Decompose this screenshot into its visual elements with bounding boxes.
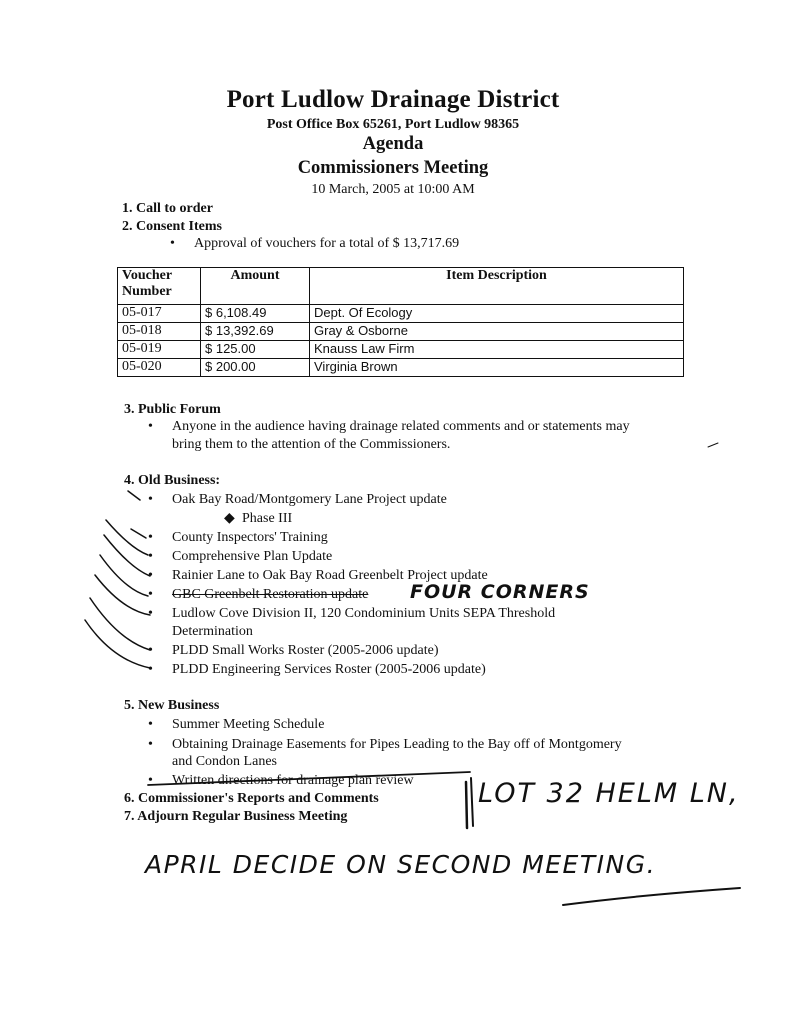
new-business-easements-line2: and Condon Lanes xyxy=(172,754,277,769)
header-item-description: Item Description xyxy=(310,268,684,305)
pen-tick xyxy=(128,491,140,500)
handwritten-april-note: APRIL DECIDE ON SECOND MEETING. xyxy=(145,850,657,879)
phase-label: Phase III xyxy=(242,511,293,526)
vertical-bar xyxy=(466,782,467,828)
old-business-engineering: • PLDD Engineering Services Roster (2005-2006 update) xyxy=(172,661,486,678)
pen-tick xyxy=(131,529,146,538)
address-line: Post Office Box 65261, Port Ludlow 98365 xyxy=(266,117,520,132)
handwritten-lot-32: LOT 32 HELM LN, xyxy=(478,778,740,809)
voucher-amount: $ 200.00 xyxy=(201,359,310,377)
header-voucher-label: Voucher xyxy=(122,268,173,283)
stray-mark xyxy=(708,443,718,447)
voucher-description: Knauss Law Firm xyxy=(310,341,684,359)
vertical-bar xyxy=(471,778,473,826)
header-number-label: Number xyxy=(122,284,172,299)
public-forum-heading: 3. Public Forum xyxy=(124,402,221,417)
consent-items-heading: 2. Consent Items xyxy=(122,219,222,234)
diamond-bullet-icon: ◆ xyxy=(224,511,235,526)
new-business-easements-line1: • Obtaining Drainage Easements for Pipes Leading to the Bay off of Montgomery xyxy=(172,736,622,753)
pen-stroke xyxy=(90,598,150,650)
public-forum-text-line1: • Anyone in the audience having drainage related comments and or statements may xyxy=(172,418,630,435)
old-business-oak-bay: • Oak Bay Road/Montgomery Lane Project update xyxy=(172,491,447,508)
voucher-description: Dept. Of Ecology xyxy=(310,305,684,323)
call-to-order: 1. Call to order xyxy=(122,201,213,216)
underline-stroke xyxy=(148,772,470,785)
underline-stroke xyxy=(563,888,740,905)
old-business-ludlow-line1: • Ludlow Cove Division II, 120 Condominium Units SEPA Threshold xyxy=(172,605,555,622)
agenda-heading: Agenda xyxy=(362,134,424,154)
old-business-rainier: • Rainier Lane to Oak Bay Road Greenbelt Project update xyxy=(172,567,488,584)
public-forum-text-line2: bring them to the attention of the Commissioners. xyxy=(172,437,451,452)
voucher-amount: $ 13,392.69 xyxy=(201,323,310,341)
old-business-heading: 4. Old Business: xyxy=(124,473,221,488)
voucher-description: Virginia Brown xyxy=(310,359,684,377)
old-business-small-works: • PLDD Small Works Roster (2005-2006 update) xyxy=(172,642,439,659)
handwritten-four-corners: FOUR CORNERS xyxy=(410,581,590,603)
pen-stroke xyxy=(85,620,150,668)
vouchers-approval: • Approval of vouchers for a total of $ 13,717.69 xyxy=(194,235,459,252)
new-business-heading: 5. New Business xyxy=(124,698,220,713)
voucher-number: 05-019 xyxy=(118,341,201,359)
voucher-amount: $ 125.00 xyxy=(201,341,310,359)
pen-stroke xyxy=(106,520,148,555)
old-business-comp-plan: • Comprehensive Plan Update xyxy=(172,548,332,565)
voucher-number: 05-018 xyxy=(118,323,201,341)
voucher-description: Gray & Osborne xyxy=(310,323,684,341)
meeting-heading: Commissioners Meeting xyxy=(297,158,489,178)
old-business-county: • County Inspectors' Training xyxy=(172,529,328,546)
document-title: Port Ludlow Drainage District xyxy=(226,86,560,113)
new-business-summer: • Summer Meeting Schedule xyxy=(172,716,324,733)
voucher-number: 05-017 xyxy=(118,305,201,323)
voucher-amount: $ 6,108.49 xyxy=(201,305,310,323)
commissioners-reports: 6. Commissioner's Reports and Comments xyxy=(124,791,379,806)
old-business-ludlow-line2: Determination xyxy=(172,624,253,639)
voucher-number: 05-020 xyxy=(118,359,201,377)
adjourn-meeting: 7. Adjourn Regular Business Meeting xyxy=(124,809,348,824)
header-amount: Amount xyxy=(201,268,310,305)
meeting-date: 10 March, 2005 at 10:00 AM xyxy=(311,182,475,197)
new-business-written: • Written directions for drainage plan review xyxy=(172,772,414,789)
old-business-gbc-struck: • GBC Greenbelt Restoration update xyxy=(172,586,368,603)
